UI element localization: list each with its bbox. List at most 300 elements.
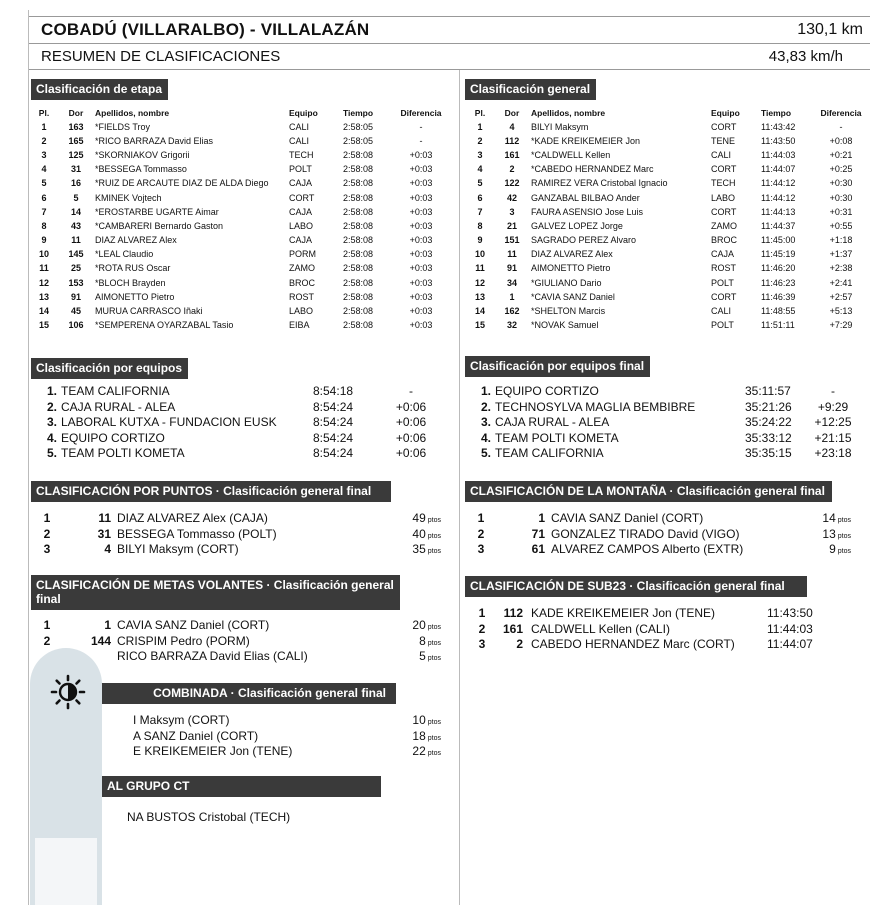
table-cell: 11:48:55	[761, 306, 796, 317]
points-unit: ptos	[427, 750, 441, 757]
list-item	[41, 511, 441, 527]
table-row	[465, 319, 869, 333]
race-distance: 130,1 km	[797, 21, 863, 38]
team-time: 8:54:24	[313, 446, 354, 460]
table-cell: *LEAL Claudio	[95, 249, 154, 260]
column-divider	[459, 70, 460, 905]
brightness-slider[interactable]	[30, 648, 102, 905]
bib: 144	[90, 633, 111, 648]
table-cell: 25	[70, 263, 81, 274]
points-number: 49	[412, 511, 426, 525]
table-header-row	[29, 106, 447, 120]
team-name: TECHNOSYLVA MAGLIA BEMBIBRE	[495, 399, 696, 414]
table-cell: 14	[474, 306, 485, 317]
rank: 3	[478, 637, 486, 651]
table-cell: ZAMO	[289, 263, 315, 274]
col-header: Equipo	[711, 107, 740, 118]
table-cell: *CABEDO HERNANDEZ Marc	[531, 164, 654, 175]
table-cell: +2:41	[829, 277, 853, 288]
col-header: Diferencia	[400, 107, 442, 118]
table-cell: 2	[509, 164, 515, 175]
table-cell: AIMONETTO Pietro	[531, 263, 611, 274]
table-row	[29, 219, 447, 233]
brightness-slider-track[interactable]	[35, 838, 97, 905]
team-gap: +12:25	[814, 415, 852, 429]
team-time: 8:54:24	[313, 415, 354, 429]
rank: 3	[43, 542, 51, 556]
table-cell: *NOVAK Samuel	[531, 320, 599, 331]
rank: 1	[43, 618, 51, 632]
table-row	[465, 219, 869, 233]
points-value	[412, 542, 441, 559]
table-row	[29, 205, 447, 219]
team-rank: 5.	[46, 446, 57, 460]
team-name: CAJA RURAL - ALEA	[61, 399, 176, 414]
table-cell: ROST	[289, 291, 315, 302]
table-cell: 8	[41, 220, 47, 231]
points-value	[822, 511, 851, 528]
points-number: 20	[412, 618, 426, 632]
table-cell: DIAZ ALVAREZ Alex	[95, 235, 177, 246]
points-unit: ptos	[427, 734, 441, 742]
table-cell: 1	[509, 291, 515, 302]
table-cell: *GIULIANO Dario	[531, 277, 602, 288]
points-number: 13	[822, 526, 836, 541]
points-unit: ptos	[427, 624, 441, 631]
points-unit: ptos	[427, 639, 441, 647]
table-cell: +5:13	[829, 306, 853, 317]
ct-group-rider: NA BUSTOS Cristobal (TECH)	[127, 810, 291, 824]
bib: 11	[98, 511, 111, 525]
table-cell: BROC	[289, 277, 316, 288]
rider: BILYI Maksym (CORT)	[117, 542, 239, 556]
rider: CAVIA SANZ Daniel (CORT)	[551, 511, 704, 525]
table-cell: *SKORNIAKOV Grigorii	[95, 149, 190, 160]
table-cell: KMINEK Vojtech	[95, 192, 162, 203]
rank: 2	[43, 526, 51, 541]
table-cell: 2:58:08	[343, 263, 374, 274]
table-cell: +1:18	[829, 235, 853, 246]
table-cell: 125	[68, 149, 84, 160]
table-cell: 2:58:08	[343, 192, 374, 203]
table-cell: 11:44:12	[761, 192, 796, 203]
table-cell: 153	[68, 277, 84, 288]
table-row	[29, 262, 447, 276]
document-page	[28, 10, 870, 905]
table-cell: +0:08	[829, 135, 853, 146]
table-cell: 10	[474, 249, 485, 260]
points-value	[412, 744, 441, 761]
rider: A SANZ Daniel (CORT)	[133, 728, 259, 743]
team-time: 8:54:24	[313, 430, 354, 445]
points-unit: ptos	[427, 517, 441, 524]
points-value	[822, 527, 851, 544]
list-item	[41, 618, 441, 634]
table-cell: 5	[73, 192, 79, 203]
list-item	[475, 446, 863, 462]
race-title: COBADÚ (VILLARALBO) - VILLALAZÁN	[41, 20, 370, 39]
table-cell: *SHELTON Marcis	[531, 306, 606, 317]
table-row	[29, 234, 447, 248]
table-row	[29, 304, 447, 318]
team-gap: +9:29	[817, 399, 849, 414]
table-cell: *CALDWELL Kellen	[531, 149, 611, 160]
table-cell: 2:58:08	[343, 235, 374, 246]
table-cell: 8	[477, 220, 483, 231]
table-cell: 91	[70, 291, 81, 302]
mountain-classification-title: CLASIFICACIÓN DE LA MONTAÑA · Clasificación general final	[465, 481, 832, 502]
points-unit: ptos	[427, 548, 441, 555]
bib: 1	[104, 618, 111, 632]
rider: I Maksym (CORT)	[133, 713, 230, 727]
team-name: EQUIPO CORTIZO	[495, 384, 599, 398]
stage-classification-table	[29, 106, 447, 333]
table-cell: 2:58:08	[343, 249, 374, 260]
teams-final-title: Clasificación por equipos final	[465, 356, 650, 377]
table-cell: 9	[41, 235, 47, 246]
team-rank: 3.	[480, 415, 491, 429]
table-cell: 11:44:13	[761, 206, 796, 217]
table-cell: +0:03	[409, 164, 433, 175]
table-row	[29, 120, 447, 134]
team-rank: 5.	[480, 446, 491, 460]
table-row	[465, 304, 869, 318]
table-cell: RAMIREZ VERA Cristobal Ignacio	[531, 178, 668, 189]
table-cell: 2:58:08	[343, 320, 374, 331]
points-unit: ptos	[427, 655, 441, 662]
table-cell: +0:25	[829, 164, 853, 175]
points-value	[829, 542, 851, 559]
table-cell: 7	[477, 206, 483, 217]
points-number: 35	[412, 542, 426, 556]
table-cell: 16	[70, 178, 81, 189]
rider: CAVIA SANZ Daniel (CORT)	[117, 618, 270, 632]
team-rank: 1.	[480, 384, 491, 398]
table-cell: 11:44:03	[761, 149, 796, 160]
team-gap: -	[831, 384, 835, 398]
table-cell: 2:58:08	[343, 277, 374, 288]
sub23-classification-title: CLASIFICACIÓN DE SUB23 · Clasificación general final	[465, 576, 807, 597]
col-header: Tiempo	[761, 107, 792, 118]
team-rank: 2.	[46, 399, 57, 414]
table-cell: +0:55	[829, 220, 853, 231]
table-cell: CAJA	[711, 249, 735, 260]
rank: 1	[478, 606, 486, 620]
table-cell: 21	[506, 220, 517, 231]
team-name: TEAM POLTI KOMETA	[495, 430, 619, 445]
stage-classification-title: Clasificación de etapa	[31, 79, 168, 100]
points-unit: ptos	[427, 532, 441, 540]
list-item	[475, 542, 851, 558]
table-cell: *CAVIA SANZ Daniel	[531, 291, 615, 302]
team-time: 35:11:57	[745, 384, 791, 398]
table-row	[29, 163, 447, 177]
table-cell: MURUA CARRASCO Iñaki	[95, 306, 203, 317]
col-header: Apellidos, nombre	[95, 107, 170, 118]
team-name: TEAM CALIFORNIA	[61, 384, 170, 398]
table-cell: 2:58:08	[343, 206, 374, 217]
table-cell: 13	[474, 291, 485, 302]
table-cell: 11	[507, 249, 517, 260]
table-cell: 11:45:19	[761, 249, 796, 260]
table-cell: 31	[70, 164, 81, 175]
table-cell: -	[419, 135, 423, 146]
table-cell: *ROTA RUS Oscar	[95, 263, 171, 274]
table-cell: BROC	[711, 235, 738, 246]
table-cell: 11:46:39	[761, 291, 796, 302]
table-cell: 2	[477, 135, 483, 146]
table-cell: +0:03	[409, 235, 433, 246]
ct-group-title: AL GRUPO CT	[31, 776, 381, 797]
table-cell: POLT	[711, 277, 734, 288]
table-cell: 11	[39, 263, 49, 274]
table-cell: 12	[38, 277, 49, 288]
points-value	[412, 511, 441, 528]
table-row	[465, 148, 869, 162]
points-number: 40	[412, 526, 426, 541]
table-cell: 11:43:42	[761, 121, 796, 132]
team-gap: +23:18	[814, 446, 852, 460]
rider-time: 11:44:07	[767, 637, 813, 651]
table-row	[465, 234, 869, 248]
col-header: Pl.	[38, 107, 50, 118]
table-cell: +0:21	[829, 149, 853, 160]
list-item	[133, 729, 441, 745]
table-cell: BILYI Maksym	[531, 121, 589, 132]
general-classification-title: Clasificación general	[465, 79, 596, 100]
table-cell: 11:43:50	[761, 135, 796, 146]
table-cell: SAGRADO PEREZ Alvaro	[531, 235, 637, 246]
table-cell: 32	[506, 320, 517, 331]
table-cell: 3	[509, 206, 515, 217]
points-value	[419, 634, 441, 651]
table-cell: +0:03	[409, 192, 433, 203]
table-cell: +0:03	[409, 320, 433, 331]
rank: 2	[43, 633, 51, 648]
combined-classification-title: COMBINADA · Clasificación general final	[31, 683, 396, 704]
list-item	[41, 384, 441, 400]
rider: KADE KREIKEMEIER Jon (TENE)	[531, 606, 716, 620]
list-item	[475, 527, 851, 543]
table-row	[29, 148, 447, 162]
table-cell: CORT	[711, 121, 737, 132]
table-row	[465, 262, 869, 276]
table-cell: +1:37	[829, 249, 853, 260]
table-cell: CAJA	[289, 235, 313, 246]
table-cell: 163	[68, 121, 84, 132]
table-cell: 5	[477, 178, 483, 189]
table-row	[465, 276, 869, 290]
table-cell: *CAMBARERI Bernardo Gaston	[95, 220, 224, 231]
rider-time: 11:43:50	[767, 606, 813, 620]
table-cell: 11:44:37	[761, 220, 796, 231]
bib: 1	[538, 511, 545, 525]
list-item	[475, 400, 863, 416]
table-cell: +0:30	[829, 178, 853, 189]
table-cell: 1	[477, 121, 483, 132]
table-cell: FAURA ASENSIO Jose Luis	[531, 206, 644, 217]
table-cell: 106	[68, 320, 84, 331]
list-item	[477, 606, 813, 622]
table-cell: ROST	[711, 263, 737, 274]
rider: E KREIKEMEIER Jon (TENE)	[133, 744, 293, 758]
bib: 61	[531, 542, 545, 556]
team-time: 8:54:24	[313, 399, 354, 414]
points-number: 18	[412, 728, 426, 743]
team-gap: -	[409, 384, 413, 398]
table-row	[29, 276, 447, 290]
table-cell: 13	[38, 291, 49, 302]
rank: 3	[477, 542, 485, 556]
table-cell: 11	[475, 263, 485, 274]
rider: GONZALEZ TIRADO David (VIGO)	[551, 526, 740, 541]
table-cell: +0:03	[409, 277, 433, 288]
table-row	[465, 177, 869, 191]
table-cell: +0:03	[409, 263, 433, 274]
list-item	[41, 634, 441, 650]
team-time: 35:35:15	[745, 446, 792, 460]
table-cell: *SEMPERENA OYARZABAL Tasio	[95, 320, 234, 331]
table-cell: 43	[70, 220, 81, 231]
team-rank: 3.	[46, 415, 57, 429]
table-row	[465, 120, 869, 134]
table-cell: 2:58:08	[343, 164, 374, 175]
points-number: 10	[412, 713, 426, 727]
points-unit: ptos	[837, 517, 851, 524]
points-value	[412, 527, 441, 544]
list-item	[41, 400, 441, 416]
table-cell: DIAZ ALVAREZ Alex	[531, 249, 613, 260]
table-cell: *RICO BARRAZA David Elias	[95, 135, 214, 146]
sprints-title-line1: CLASIFICACIÓN DE METAS VOLANTES · Clasificación general	[36, 578, 394, 592]
points-classification-title: CLASIFICACIÓN POR PUNTOS · Clasificación general final	[31, 481, 391, 502]
table-cell: +0:03	[409, 291, 433, 302]
table-row	[29, 290, 447, 304]
points-unit: ptos	[837, 532, 851, 540]
list-item	[133, 744, 441, 760]
col-header: Tiempo	[343, 107, 374, 118]
table-cell: 4	[509, 121, 515, 132]
table-row	[465, 290, 869, 304]
list-item	[41, 415, 441, 431]
table-cell: 11	[71, 235, 81, 246]
summary-title: RESUMEN DE CLASIFICACIONES	[41, 48, 281, 65]
table-cell: 1	[41, 121, 47, 132]
list-item	[41, 446, 441, 462]
table-cell: 2:58:05	[343, 121, 374, 132]
table-cell: CORT	[289, 192, 315, 203]
table-cell: 162	[504, 306, 520, 317]
table-cell: 122	[504, 178, 520, 189]
list-item	[477, 637, 813, 653]
table-cell: 165	[68, 135, 84, 146]
table-cell: -	[419, 121, 423, 132]
table-cell: +0:03	[409, 306, 433, 317]
table-cell: CALI	[289, 135, 310, 146]
table-cell: +0:03	[409, 206, 433, 217]
table-row	[465, 248, 869, 262]
summary-header	[29, 43, 870, 70]
table-cell: +0:03	[409, 149, 433, 160]
rank: 1	[477, 511, 485, 525]
brightness-icon	[50, 674, 86, 710]
col-header: Equipo	[289, 107, 318, 118]
team-gap: +0:06	[395, 399, 427, 414]
team-gap: +0:06	[395, 415, 427, 429]
list-item	[133, 713, 441, 729]
table-cell: CORT	[711, 291, 737, 302]
table-cell: TENE	[711, 135, 736, 146]
table-row	[29, 177, 447, 191]
table-cell: 2:58:05	[343, 135, 374, 146]
table-cell: 11:46:23	[761, 277, 796, 288]
team-name: TEAM CALIFORNIA	[495, 446, 604, 460]
table-cell: 161	[504, 149, 520, 160]
table-cell: 12	[474, 277, 485, 288]
table-cell: +0:31	[829, 206, 853, 217]
bib: 112	[503, 606, 523, 620]
points-unit: ptos	[837, 548, 851, 555]
table-cell: 11:46:20	[761, 263, 796, 274]
table-cell: 11:44:07	[761, 164, 796, 175]
table-cell: 7	[41, 206, 47, 217]
table-cell: TECH	[711, 178, 736, 189]
table-cell: 4	[477, 164, 483, 175]
table-cell: 5	[41, 178, 47, 189]
table-row	[465, 163, 869, 177]
table-cell: *EROSTARBE UGARTE Aimar	[95, 206, 219, 217]
table-cell: *BLOCH Brayden	[95, 277, 166, 288]
points-unit: ptos	[427, 719, 441, 726]
list-item	[41, 649, 441, 665]
table-cell: 91	[506, 263, 517, 274]
points-value	[419, 649, 441, 666]
table-cell: 3	[41, 149, 47, 160]
table-cell: 10	[38, 249, 49, 260]
table-cell: GALVEZ LOPEZ Jorge	[531, 220, 623, 231]
team-gap: +0:06	[395, 446, 427, 460]
list-item	[41, 542, 441, 558]
table-cell: 2:58:08	[343, 178, 374, 189]
table-cell: 6	[477, 192, 483, 203]
table-cell: PORM	[289, 249, 316, 260]
col-header: Apellidos, nombre	[531, 107, 606, 118]
table-cell: POLT	[711, 320, 734, 331]
list-item	[475, 415, 863, 431]
team-gap: +0:06	[395, 430, 427, 445]
team-time: 35:33:12	[745, 430, 792, 445]
team-name: TEAM POLTI KOMETA	[61, 446, 185, 460]
list-item	[41, 431, 441, 447]
table-row	[29, 248, 447, 262]
table-cell: +2:57	[829, 291, 853, 302]
rider: CRISPIM Pedro (PORM)	[117, 633, 250, 648]
rider: RICO BARRAZA David Elias (CALI)	[117, 649, 308, 663]
table-cell: 6	[41, 192, 47, 203]
table-cell: +0:03	[409, 249, 433, 260]
points-number: 5	[419, 649, 426, 663]
list-item	[477, 621, 813, 638]
rank: 2	[478, 621, 486, 636]
table-cell: 11:51:11	[761, 320, 795, 331]
table-cell: 14	[70, 206, 81, 217]
team-gap: +21:15	[814, 430, 852, 445]
col-header: Dor	[68, 107, 84, 118]
table-cell: +7:29	[829, 320, 853, 331]
table-cell: 2	[41, 135, 47, 146]
points-number: 22	[412, 744, 426, 758]
points-number: 9	[829, 542, 836, 556]
